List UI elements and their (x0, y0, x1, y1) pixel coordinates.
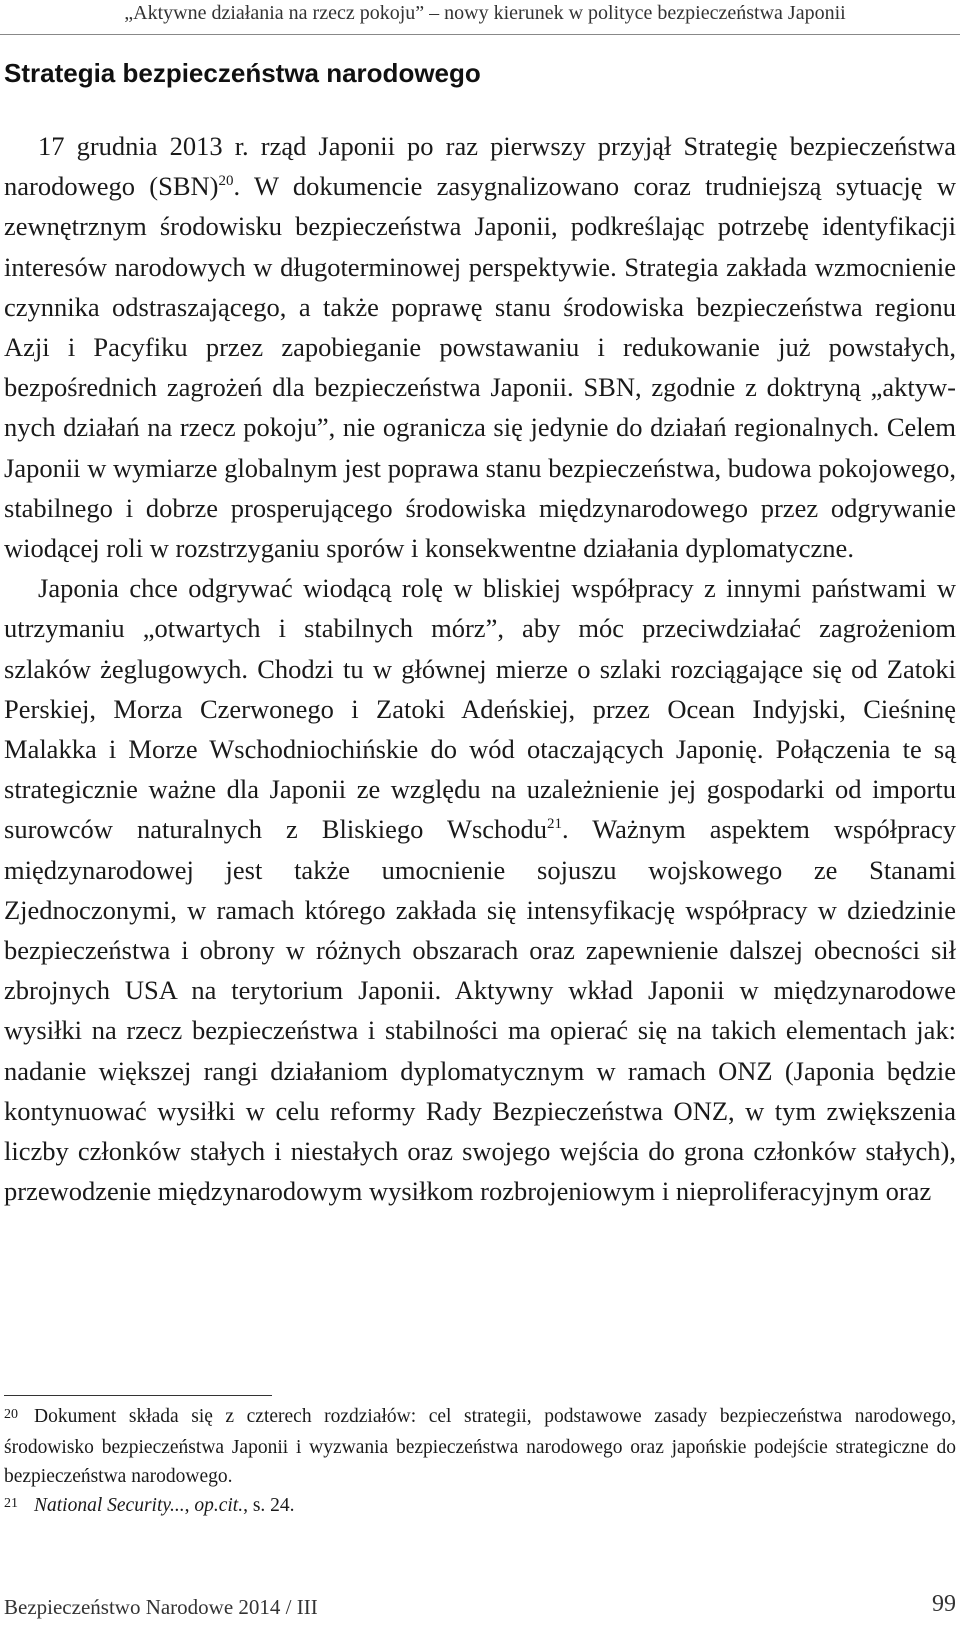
footnote-rest: , s. 24. (243, 1495, 295, 1516)
section-heading: Strategia bezpieczeństwa narodowego (4, 58, 481, 88)
footnote-divider (4, 1395, 272, 1396)
header-divider (0, 34, 960, 35)
page-number: 99 (932, 1591, 956, 1617)
footer-journal: Bezpieczeństwo Narodowe 2014 / III (4, 1595, 318, 1619)
running-header: „Aktywne działania na rzecz pokoju” – nowy kierunek w polityce bezpieczeństwa Japonii (124, 2, 846, 24)
footnote-21 (4, 1491, 956, 1522)
body-text (4, 126, 956, 1211)
footnotes (4, 1402, 956, 1522)
paragraph-2-text-b: . Ważnym aspektem współpracy międzynarodowej jest także umocnienie sojuszu wojskowego ze Stanami Zjednoczonymi, w ramach którego zakłada się intensyfikację współpracy w dziedzinie bezpieczeństwa i obrony w różnych obszarach oraz zapewnienie dalszej obecności sił zbrojnych USA na terytorium Japonii. Aktywny wkład Japonii w międzynarodowe wysiłki na rzecz bezpieczeństwa i stabilności ma opierać się na takich elementach jak: nadanie większej rangi działaniom dyplomatycznym w ramach ONZ (Japonia będzie kontynuować wysiłki w celu reformy Rady Bezpieczeństwa ONZ, w tym zwiększenia liczby członków stałych i niestałych oraz swojego wejścia do grona członków stałych), przewodzenie międzynarodowym wysiłkom rozbrojeniowym i nieproliferacyjnym oraz (4, 814, 956, 1207)
footnote-number: 20 (4, 1407, 18, 1422)
footnote-opcit: op.cit. (194, 1495, 244, 1516)
footnote-title: National Security... (34, 1495, 185, 1516)
paragraph-1-text-b: . W dokumencie zasygnalizowano coraz trudniejszą sytuację w zewnętrznym środowisku bezpieczeństwa Japonii, podkreślając potrzebę identyfikacji interesów narodowych w długoterminowej perspektywie. Strategia zakłada wzmocnienie czynnika odstraszającego, a także poprawę stanu środowiska bezpieczeństwa regionu Azji i Pacyfiku przez zapobieganie powstawaniu i redukowanie już powstałych, bezpośrednich zagrożeń dla bezpieczeństwa Japonii. SBN, zgodnie z doktryną „aktywnych działań na rzecz pokoju”, nie ogranicza się jedynie do działań regionalnych. Celem Japonii w wymiarze globalnym jest poprawa stanu bezpieczeństwa, budowa pokojowego, stabilnego i dobrze prosperującego środowiska międzynarodowego przez odgrywanie wiodącej roli w rozstrzyganiu sporów i konsekwentne działania dyplomatyczne. (4, 171, 957, 564)
footnote-separator: , (184, 1495, 195, 1516)
paragraph-2 (4, 568, 956, 1211)
paragraph-1-text-a: 17 grudnia 2013 r. rząd Japonii po raz pierwszy przyjął Strategię bezpieczeństwa narodowego (SBN) (4, 131, 956, 202)
footnote-number: 21 (4, 1496, 18, 1511)
footnote-20 (4, 1402, 956, 1491)
paragraph-2-text-a: Japonia chce odgrywać wiodącą rolę w bliskiej współpracy z innymi państwami w utrzymaniu „otwartych i stabilnych mórz”, aby móc przeciwdziałać zagrożeniom szlaków żeglugowych. Chodzi tu w głównej mierze o szlaki rozciągające się od Zatoki Perskiej, Morza Czerwonego i Zatoki Adeńskiej, przez Ocean Indyjski, Cieśninę Malakka i Morze Wschodniochińskie do wód otaczających Japonię. Połączenia te są strategicznie ważne dla Japonii ze względu na uzależnienie jej gospodarki od importu surowców naturalnych z Bliskiego Wschodu (4, 573, 956, 845)
paragraph-1 (4, 126, 956, 568)
footnote-text: Dokument składa się z czterech rozdziałów: cel strategii, podstawowe zasady bezpieczeństwa narodowego, środowisko bezpieczeństwa Japonii i wyzwania bezpieczeństwa narodowego oraz japońskie podejście strategiczne do bezpieczeństwa narodowego. (4, 1406, 956, 1487)
footnote-ref-21[interactable]: 21 (547, 816, 563, 833)
footnote-ref-20[interactable]: 20 (218, 173, 234, 190)
